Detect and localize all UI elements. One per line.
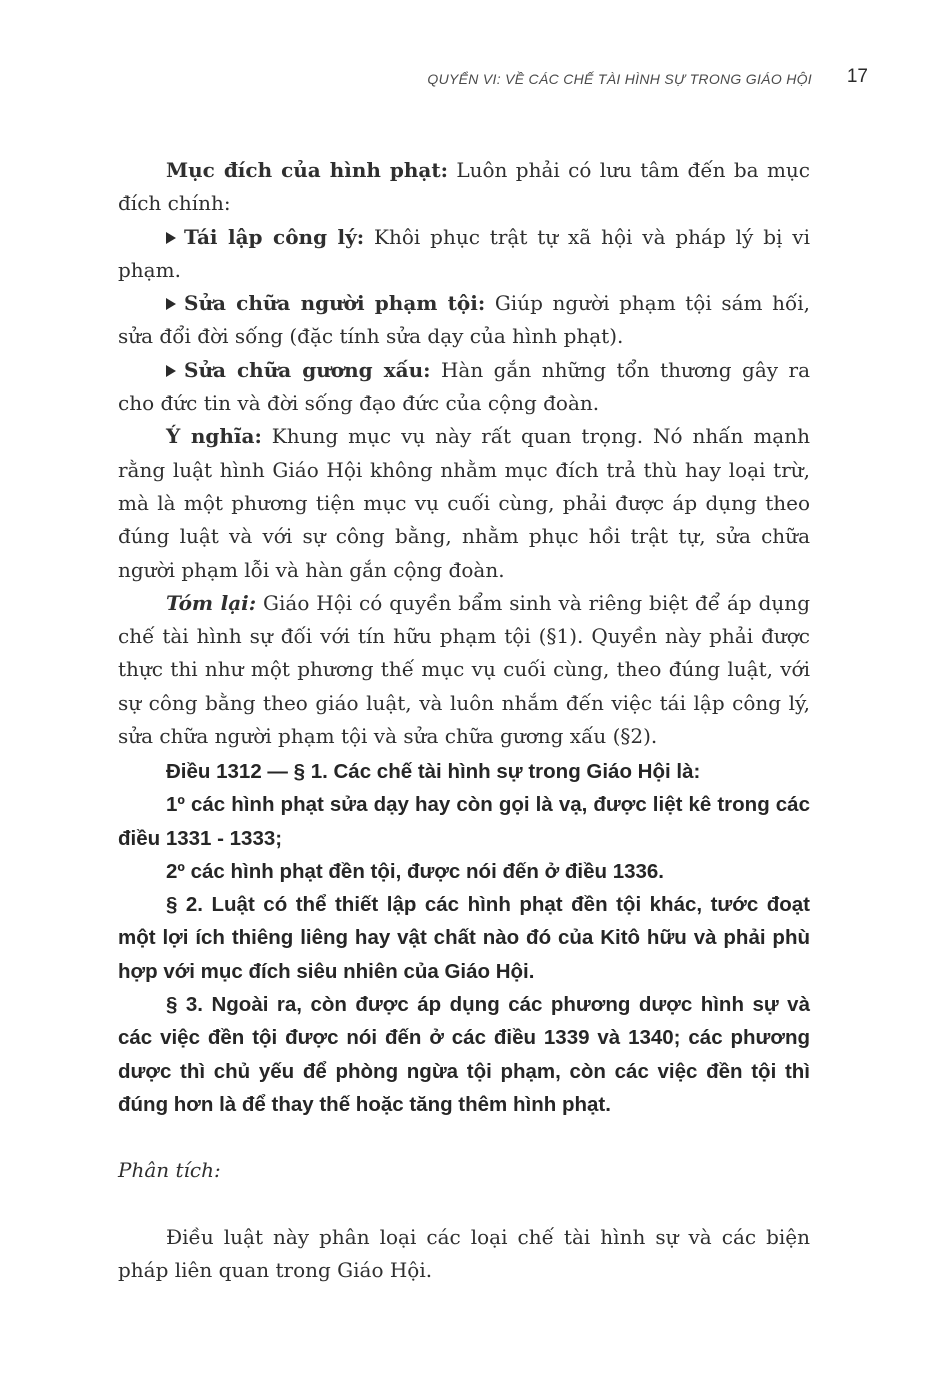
analysis-label: Phân tích: [118,1158,221,1182]
analysis-text: Điều luật này phân loại các loại chế tài hình sự và các biện pháp liên quan trong Giáo Hội. [118,1225,810,1283]
triangle-bullet-icon [166,232,176,244]
bullet-text: Giúp người phạm tội sám hối, sửa đổi đời sống (đặc tính sửa dạy của hình phạt). [118,291,810,349]
commentary-block [118,154,810,753]
meaning-text: Khung mục vụ này rất quan trọng. Nó nhấn mạnh rằng luật hình Giáo Hội không nhằm mục đích trả thù hay loại trừ, mà là một phương tiện mục vụ cuối cùng, phải được áp dụng theo đúng luật và với sự công bằng, nhằm phục hồi trật tự, sửa chữa người phạm lỗi và hàn gắn cộng đoàn. [118,424,810,582]
canon-item-2: 2º các hình phạt đền tội, được nói đến ở điều 1336. [166,859,665,883]
canon-heading: Điều 1312 — § 1. Các chế tài hình sự trong Giáo Hội là: [166,760,701,783]
triangle-bullet-icon [166,365,176,377]
bullet-text: Khôi phục trật tự xã hội và pháp lý bị vi phạm. [118,224,810,282]
bullet-text: Hàn gắn những tổn thương gây ra cho đức tin và đời sống đạo đức của cộng đoàn. [118,357,810,416]
analysis-heading-block [118,1154,810,1187]
canon-paragraph-3: § 3. Ngoài ra, còn được áp dụng các phương dược hình sự và các việc đền tội được nói đến ở các điều 1339 và 1340; các phương dược thì chủ yếu để phòng ngừa tội phạm, còn các việc đền tội thì đúng hơn là để thay thế hoặc tăng thêm hình phạt. [118,993,810,1116]
bullet-label: Tái lập công lý: [184,224,365,249]
canon-paragraph-2: § 2. Luật có thể thiết lập các hình phạt đền tội khác, tước đoạt một lợi ích thiêng liêng hay vật chất nào đó của Kitô hữu và phải phù hợp với mục đích siêu nhiên của Giáo Hội. [118,893,810,983]
bullet-item [118,354,810,421]
triangle-bullet-icon [166,298,176,310]
bullet-label: Sửa chữa gương xấu: [184,357,431,382]
bullet-item [118,221,810,288]
summary-text: Giáo Hội có quyền bẩm sinh và riêng biệt để áp dụng chế tài hình sự đối với tín hữu phạm tội (§1). Quyền này phải được thực thi như một phương thế mục vụ cuối cùng, theo đúng luật, với sự công bằng theo giáo luật, và luôn nhắm đến việc tái lập công lý, sửa chữa người phạm tội và sửa chữa gương xấu (§2). [118,590,810,749]
page-number: 17 [846,66,868,87]
analysis-block [118,1221,810,1288]
meaning-paragraph [118,420,810,586]
summary-paragraph [118,587,810,753]
canon-item-1: 1º các hình phạt sửa dạy hay còn gọi là vạ, được liệt kê trong các điều 1331 - 1333; [118,793,810,850]
purpose-text: Luôn phải có lưu tâm đến ba mục đích chính: [118,158,810,216]
running-head: QUYỂN VI: VỀ CÁC CHẾ TÀI HÌNH SỰ TRONG GIÁO HỘI [427,71,812,87]
purpose-label: Mục đích của hình phạt: [166,158,448,182]
bullet-label: Sửa chữa người phạm tội: [184,291,486,316]
page-header [427,66,870,94]
bullet-item [118,287,810,354]
canon-block [118,755,810,1121]
purpose-paragraph [118,154,810,221]
meaning-label: Ý nghĩa: [166,424,262,449]
summary-label: Tóm lại: [166,590,257,615]
